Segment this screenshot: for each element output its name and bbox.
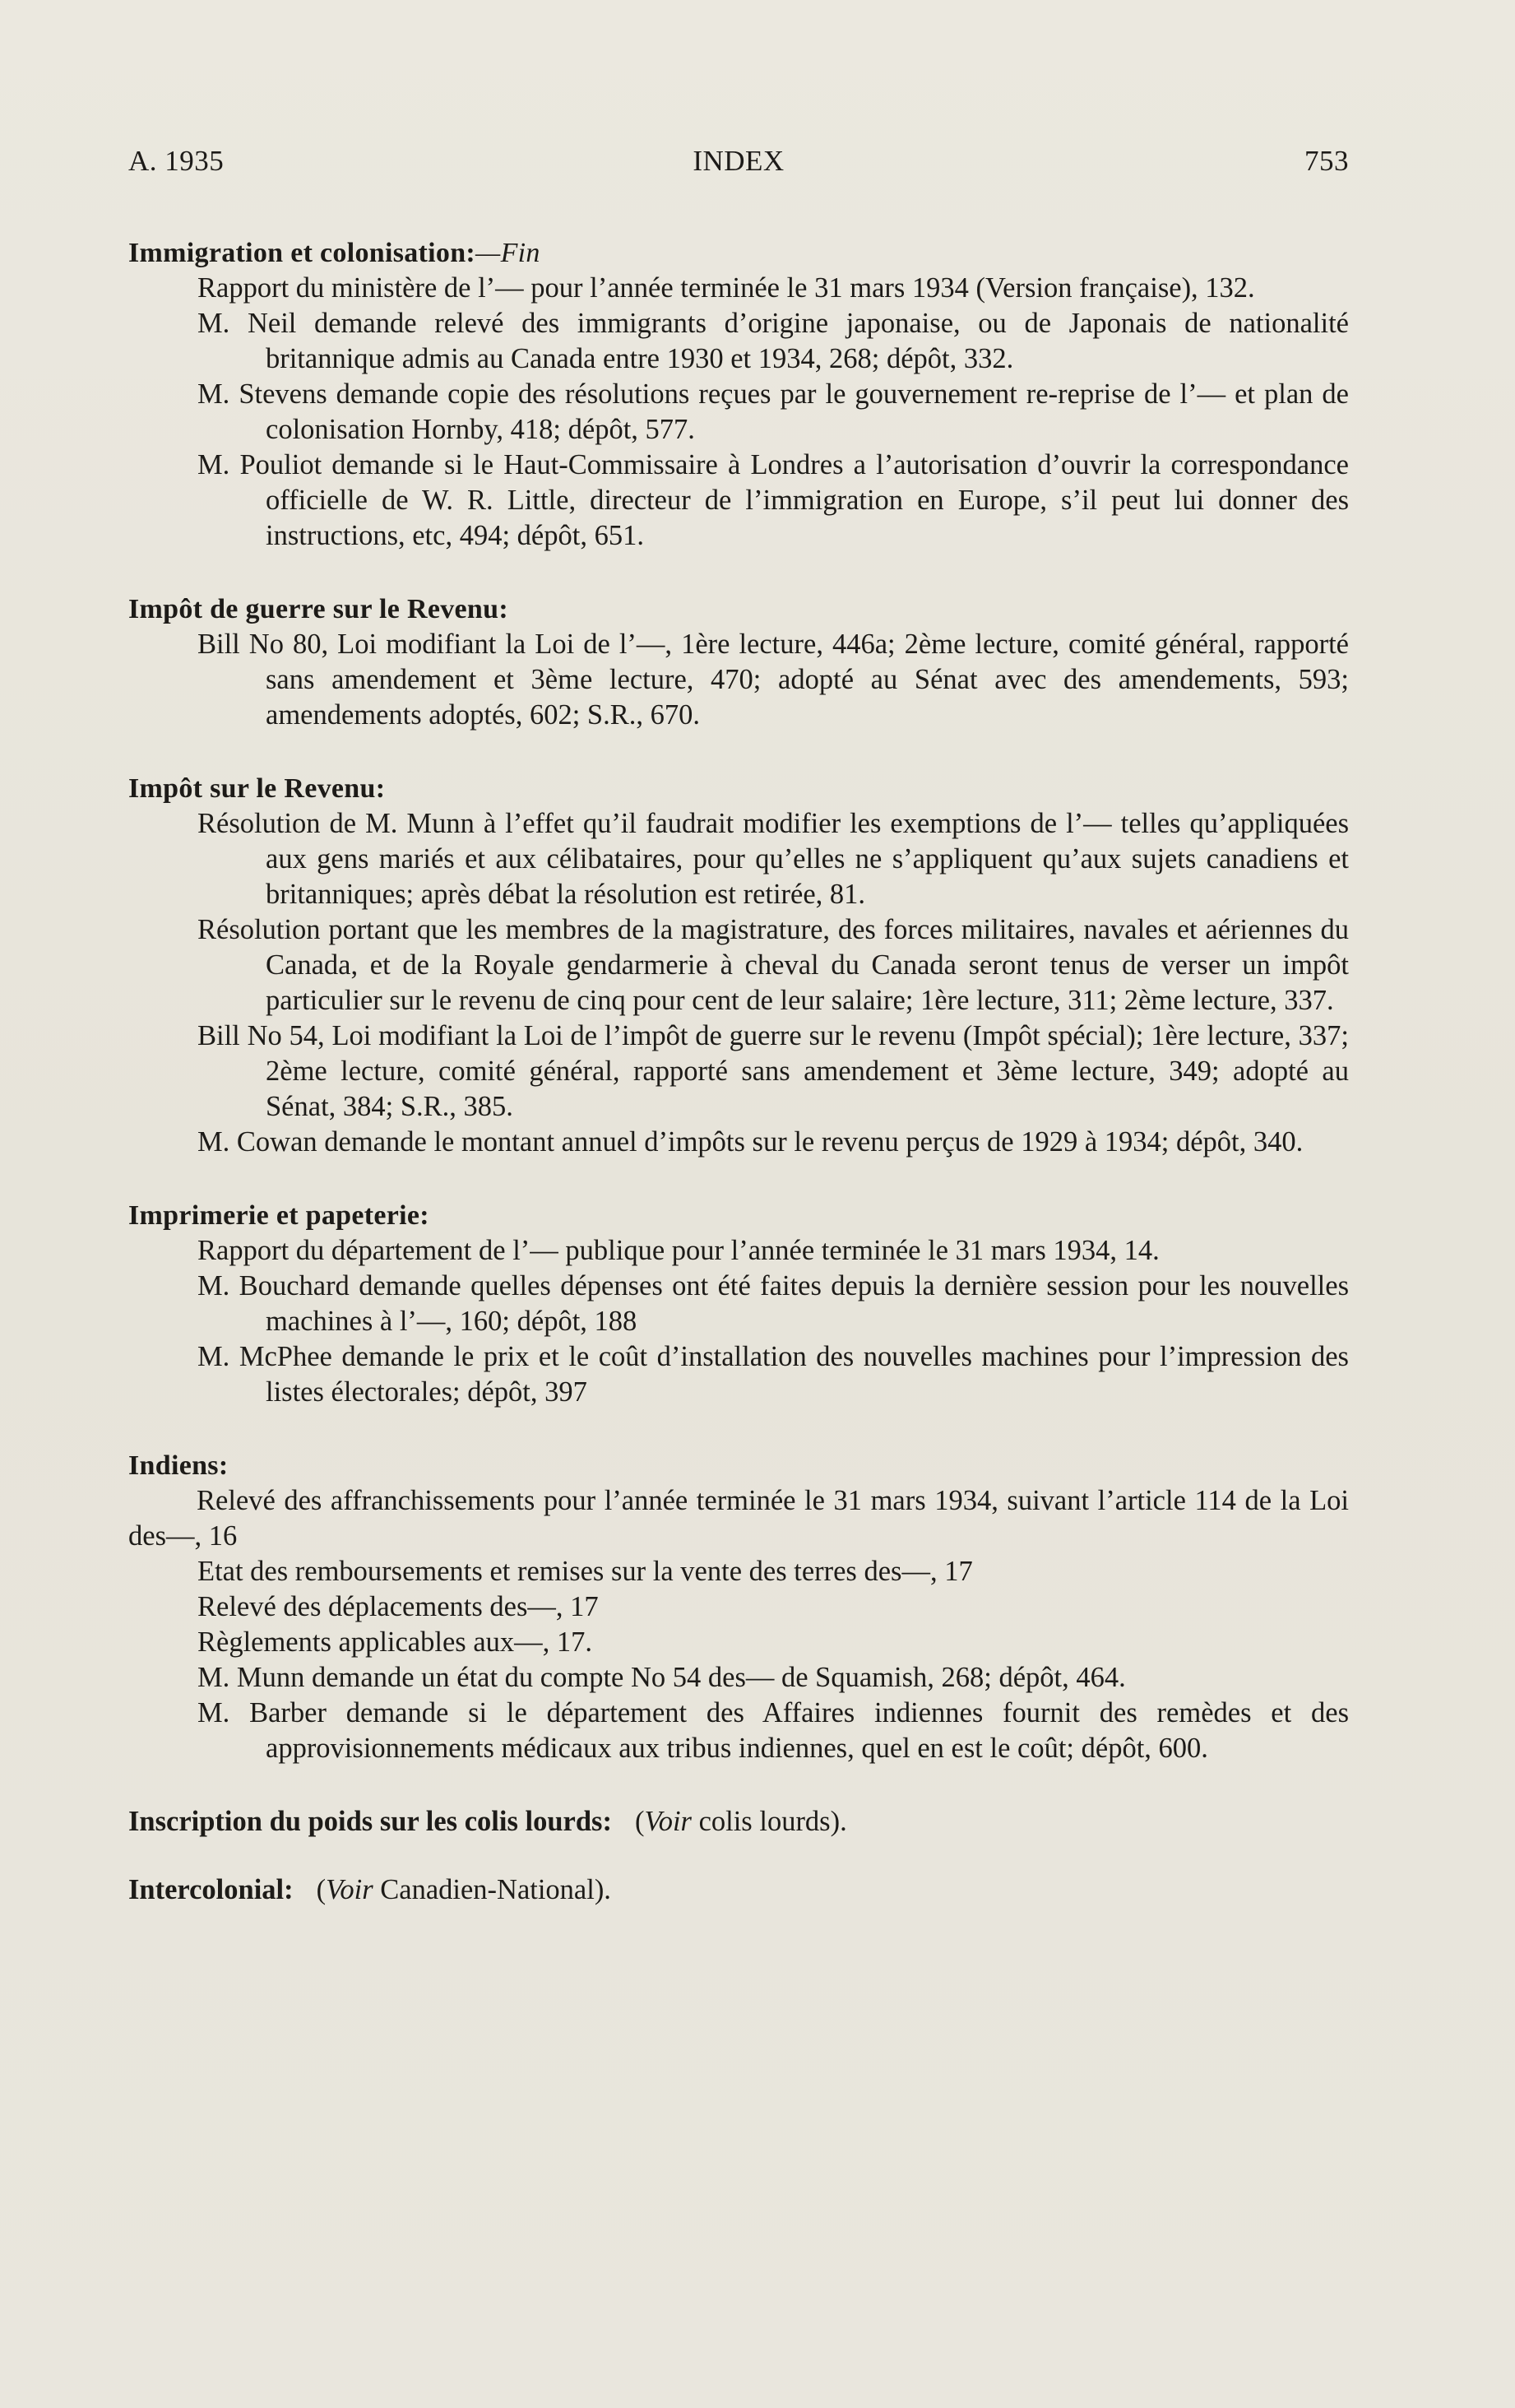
page-header — [128, 145, 1349, 183]
header-session: A. 1935 — [128, 145, 225, 177]
index-entry: Rapport du ministère de l’— pour l’année terminée le 31 mars 1934 (Version française), 132. — [197, 272, 1255, 304]
ref-open: ( — [634, 1806, 645, 1837]
cross-reference — [635, 1806, 847, 1837]
index-entry: M. Bouchard demande quelles dépenses ont été faites depuis la dernière session pour les nouvelles machines à l’—, 160; dépôt, 188 — [197, 1270, 1349, 1337]
section-heading: Impôt de guerre sur le Revenu: — [128, 594, 508, 624]
index-entry: M. Munn demande un état du compte No 54 des— de Squamish, 268; dépôt, 464. — [197, 1662, 1126, 1693]
index-entry: Bill No 80, Loi modifiant la Loi de l’—, 1ère lecture, 446a; 2ème lecture, comité général, rapporté sans amendement et 3ème lecture, 470; adopté au Sénat avec des amendements, 593; amendements adoptés, 602; S.R., 670. — [197, 629, 1349, 731]
index-section-inscription — [128, 1804, 1349, 1840]
index-entry: M. Barber demande si le département des Affaires indiennes fournit des remèdes et des approvisionnements médicaux aux tribus indiennes, quel en est le coût; dépôt, 600. — [197, 1697, 1349, 1764]
index-entry: M. Neil demande relevé des immigrants d’origine japonaise, ou de Japonais de nationalité britannique admis au Canada entre 1930 et 1934, 268; dépôt, 332. — [197, 308, 1349, 374]
page-number: 753 — [1304, 145, 1349, 177]
index-entry: M. Stevens demande copie des résolutions reçues par le gouvernement re-reprise de l’— et plan de colonisation Hornby, 418; dépôt, 577. — [197, 378, 1349, 445]
index-entry: Bill No 54, Loi modifiant la Loi de l’impôt de guerre sur le revenu (Impôt spécial); 1ère lecture, 337; 2ème lecture, comité général, rapporté sans amendement et 3ème lecture, 349; adopté au Sénat, 384; S.R., 385. — [197, 1020, 1349, 1122]
section-heading — [128, 235, 1349, 271]
section-heading: Indiens: — [128, 1450, 229, 1481]
voir-label: Voir — [644, 1806, 692, 1837]
index-entry: Résolution portant que les membres de la magistrature, des forces militaires, navales et aériennes du Canada, et de la Royale gendarmerie à cheval du Canada seront tenus de verser un impôt particulier sur le revenu de cinq pour cent de leur salaire; 1ère lecture, 311; 2ème lecture, 337. — [197, 914, 1349, 1016]
heading-continuation: —Fin — [475, 238, 540, 268]
index-entry: Relevé des affranchissements pour l’année terminée le 31 mars 1934, suivant l’article 114 de la Loi des—, 16 — [128, 1485, 1349, 1552]
ref-open: ( — [316, 1874, 327, 1905]
index-entry: M. Cowan demande le montant annuel d’impôts sur le revenu perçus de 1929 à 1934; dépôt, 340. — [197, 1126, 1304, 1158]
section-heading: Impôt sur le Revenu: — [128, 773, 386, 804]
index-entry: Rapport du département de l’— publique pour l’année terminée le 31 mars 1934, 14. — [197, 1235, 1160, 1266]
section-heading: Intercolonial: — [128, 1874, 294, 1905]
cross-reference — [317, 1874, 611, 1905]
index-section-imprimerie — [128, 1198, 1349, 1410]
index-section-impot-guerre — [128, 592, 1349, 733]
index-entry: M. McPhee demande le prix et le coût d’installation des nouvelles machines pour l’impression des listes électorales; dépôt, 397 — [197, 1341, 1349, 1408]
index-section-immigration — [128, 235, 1349, 554]
ref-target: colis lourds). — [698, 1806, 847, 1837]
index-section-intercolonial — [128, 1872, 1349, 1908]
index-section-indiens — [128, 1448, 1349, 1766]
voir-label: Voir — [326, 1874, 373, 1905]
index-entry: Règlements applicables aux—, 17. — [197, 1626, 593, 1658]
section-heading: Inscription du poids sur les colis lourds: — [128, 1806, 612, 1837]
index-section-impot-revenu — [128, 771, 1349, 1160]
heading-text: Immigration et colonisation: — [128, 238, 476, 268]
ref-target: Canadien-National). — [380, 1874, 611, 1905]
index-entry: Etat des remboursements et remises sur la vente des terres des—, 17 — [197, 1556, 973, 1587]
index-entry: M. Pouliot demande si le Haut-Commissaire à Londres a l’autorisation d’ouvrir la correspondance officielle de W. R. Little, directeur de l’immigration en Europe, s’il peut lui donner des instructions, etc, 494; dépôt, 651. — [197, 449, 1349, 551]
index-entry: Relevé des déplacements des—, 17 — [197, 1591, 599, 1622]
index-entry: Résolution de M. Munn à l’effet qu’il faudrait modifier les exemptions de l’— telles qu’appliquées aux gens mariés et aux célibataires, pour qu’elles ne s’appliquent qu’aux sujets canadiens et britanniques; après débat la résolution est retirée, 81. — [197, 808, 1349, 910]
section-heading: Imprimerie et papeterie: — [128, 1200, 429, 1231]
index-content — [128, 235, 1349, 1941]
header-title: INDEX — [693, 145, 785, 177]
